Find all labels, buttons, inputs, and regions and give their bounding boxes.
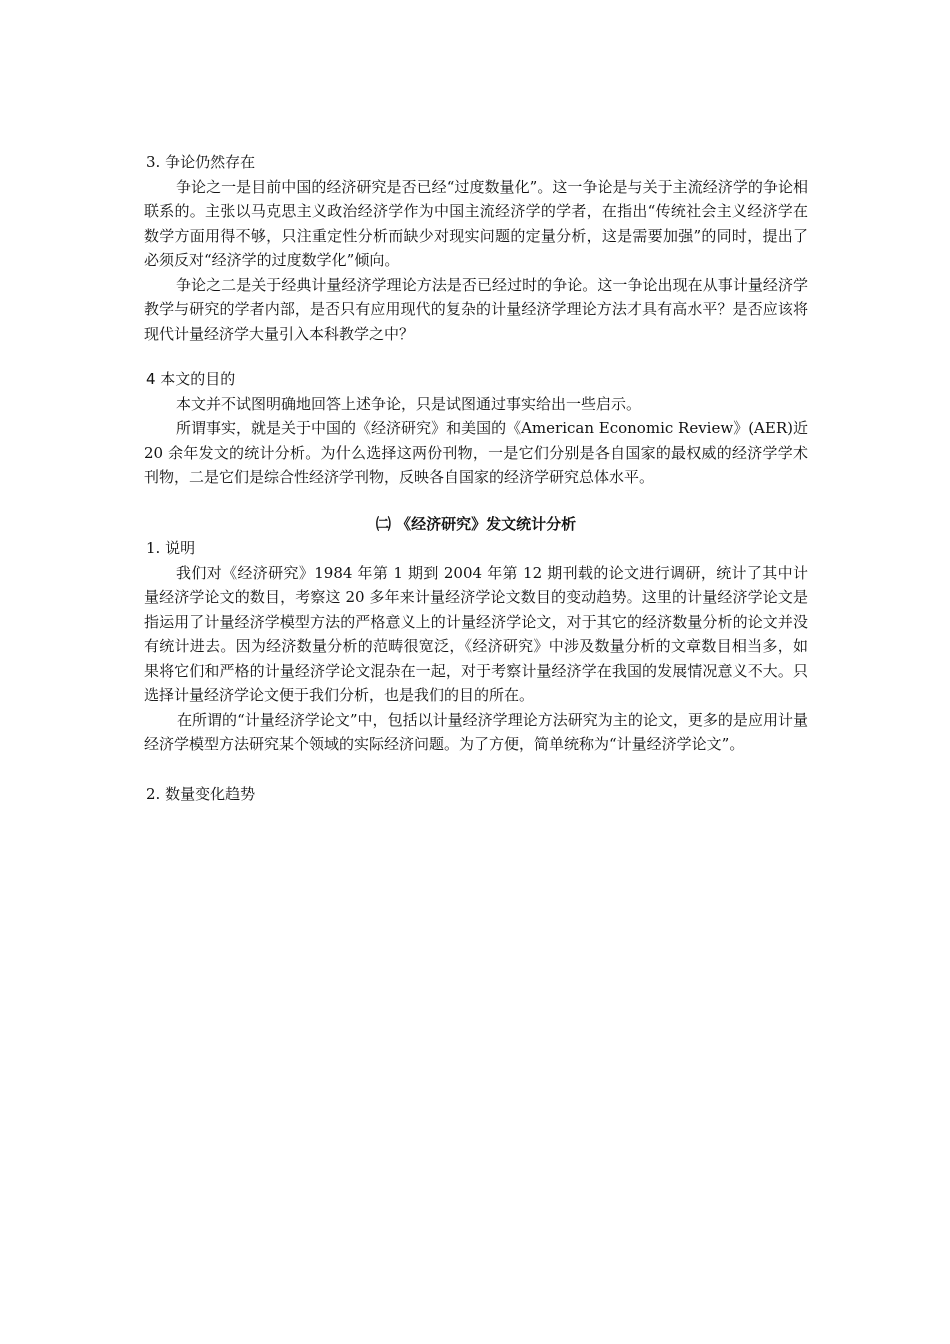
subsection-2-heading: 2. 数量变化趋势 bbox=[146, 784, 256, 803]
subsection-1-heading: 1. 说明 bbox=[146, 539, 196, 557]
section-3-paragraph-2: 争论之二是关于经典计量经济学理论方法是否已经过时的争论。这一争论出现在从事计量经济学教学与研究的学者内部，是否只有应用现代的复杂的计量经济学理论方法才具有高水平？是否应该将现代计量经济学大量引入本科教学之中？ bbox=[144, 275, 808, 343]
part-2-title: ㈡ 《经济研究》发文统计分析 bbox=[375, 514, 577, 533]
section-3-heading: 3. 争论仍然存在 bbox=[146, 153, 256, 171]
subsection-1-paragraph-2: 在所谓的“计量经济学论文”中，包括以计量经济学理论方法研究为主的论文，更多的是应用计量经济学模型方法研究某个领域的实际经济问题。为了方便，简单统称为“计量经济学论文”。 bbox=[144, 710, 808, 753]
section-4-paragraph-2: 所谓事实，就是关于中国的《经济研究》和美国的《American Economic Review》(AER)近 20 余年发文的统计分析。为什么选择这两份刊物，一是它们分别是各自国家的最权威的经济学学术刊物，二是它们是综合性经济学刊物，反映各自国家的经济学研究总体水平。 bbox=[144, 419, 808, 486]
document-body bbox=[144, 150, 808, 806]
section-4-heading: 4 本文的目的 bbox=[146, 370, 236, 388]
subsection-1-paragraph-1: 我们对《经济研究》1984 年第 1 期到 2004 年第 12 期刊载的论文进行调研，统计了其中计量经济学论文的数目，考察这 20 多年来计量经济学论文数目的变动趋势。这里的计量经济学论文是指运用了计量经济学模型方法的严格意义上的计量经济学论文，对于其它的经济数量分析的论文并没有统计进去。因为经济数量分析的范畴很宽泛，《经济研究》中涉及数量分析的文章数目相当多，如果将它们和严格的计量经济学论文混杂在一起，对于考察计量经济学在我国的发展情况意义不大。只选择计量经济学论文便于我们分析，也是我们的目的所在。 bbox=[144, 563, 808, 704]
section-4-paragraph-1: 本文并不试图明确地回答上述争论，只是试图通过事实给出一些启示。 bbox=[176, 394, 642, 413]
section-3-paragraph-1: 争论之一是目前中国的经济研究是否已经“过度数量化”。这一争论是与关于主流经济学的争论相联系的。主张以马克思主义政治经济学作为中国主流经济学的学者，在指出“传统社会主义经济学在数学方面用得不够，只注重定性分析而缺少对现实问题的定量分析，这是需要加强”的同时，提出了必须反对“经济学的过度数学化”倾向。 bbox=[144, 177, 808, 269]
